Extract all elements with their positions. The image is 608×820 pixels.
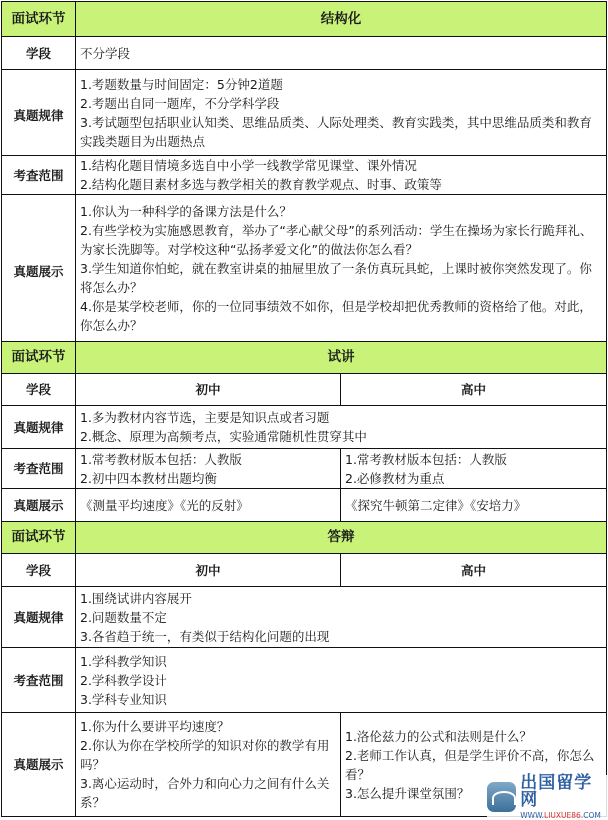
level-row	[2, 554, 607, 587]
pattern-list	[76, 70, 607, 156]
scope-list	[76, 156, 607, 195]
level-row	[2, 37, 607, 70]
list-item: 1.洛伦兹力的公式和法则是什么？	[345, 728, 532, 744]
list-item: 1.常考教材版本包括：人教版	[80, 451, 242, 467]
examples-row	[2, 195, 607, 342]
list-item: 2.有些学校为实施感恩教育，举办了“孝心献父母”的系列活动：学生在操场为家长行跪拜礼、为家长洗脚等。对学校这种“弘扬孝爱文化”的做法你怎么看？	[80, 222, 593, 257]
examples-label: 真题展示	[2, 195, 76, 342]
level-senior: 高中	[341, 374, 607, 406]
list-item: 1.你认为一种科学的备课方法是什么？	[80, 203, 292, 219]
list-item: 1.考题数量与时间固定：5分钟2道题	[80, 76, 283, 92]
list-item: 3.学科专业知识	[80, 691, 167, 707]
scope-label: 考查范围	[2, 449, 76, 489]
list-item: 1.多为教材内容节选，主要是知识点或者习题	[80, 410, 330, 425]
list-item: 1.围绕试讲内容展开	[80, 590, 192, 606]
scope-label: 考查范围	[2, 156, 76, 195]
examples-junior	[76, 713, 341, 817]
pattern-label: 真题规律	[2, 587, 76, 648]
scope-row	[2, 156, 607, 195]
list-item: 4.你是某学校老师，你的一位同事绩效不如你，但是学校却把优秀教师的资格给了他。对此，你怎么办？	[80, 298, 592, 333]
pattern-row	[2, 70, 607, 156]
list-item: 2.你认为你在学校所学的知识对你的教学有用吗？	[80, 738, 330, 772]
scope-list	[76, 648, 607, 713]
scope-label: 考查范围	[2, 648, 76, 713]
section-header-trial-lecture	[2, 342, 607, 374]
section-title: 答辩	[76, 522, 607, 554]
section-title: 结构化	[76, 2, 607, 37]
examples-junior: 《测量平均速度》《光的反射》	[76, 489, 341, 522]
section-header-defense	[2, 522, 607, 554]
list-item: 2.结构化题目素材多选与教学相关的教育教学观点、时事、政策等	[80, 177, 442, 192]
level-value: 不分学段	[76, 37, 607, 70]
examples-label: 真题展示	[2, 489, 76, 522]
list-item: 3.学生知道你怕蛇，就在教室讲桌的抽屉里放了一条仿真玩具蛇，上课时被你突然发现了。你将怎么办？	[80, 260, 592, 295]
scope-senior	[341, 449, 607, 489]
level-label: 学段	[2, 37, 76, 70]
level-senior: 高中	[341, 554, 607, 587]
watermark-name: 出国留学网	[520, 772, 593, 810]
scope-row	[2, 449, 607, 489]
level-row	[2, 374, 607, 406]
level-label: 学段	[2, 374, 76, 406]
globe-logo-icon	[487, 782, 516, 812]
list-item: 1.你为什么要讲平均速度？	[80, 719, 230, 734]
stage-label: 面试环节	[2, 522, 76, 554]
level-label: 学段	[2, 554, 76, 587]
level-junior: 初中	[76, 374, 341, 406]
list-item: 1.结构化题目情境多选自中小学一线教学常见课堂、课外情况	[80, 158, 417, 173]
interview-table	[1, 1, 607, 817]
list-item: 2.必修教材为重点	[345, 470, 445, 486]
pattern-list	[76, 587, 607, 648]
list-item: 3.考试题型包括职业认知类、思维品质类、人际处理类、教育实践类，其中思维品质类和教育实践类题目为出题热点	[80, 114, 592, 149]
list-item: 1.学科教学知识	[80, 653, 167, 669]
section-title: 试讲	[76, 342, 607, 374]
scope-row	[2, 648, 607, 713]
examples-label: 真题展示	[2, 713, 76, 817]
pattern-label: 真题规律	[2, 406, 76, 449]
watermark-url: WWW.LIUXUE86.COM	[520, 810, 601, 820]
stage-label: 面试环节	[2, 342, 76, 374]
list-item: 3.怎么提升课堂氛围？	[345, 785, 470, 801]
stage-label: 面试环节	[2, 2, 76, 37]
list-item: 3.各省趋于统一，有类似于结构化问题的出现	[80, 628, 330, 644]
list-item: 1.常考教材版本包括：人教版	[345, 451, 507, 467]
list-item: 3.离心运动时，合外力和向心力之间有什么关系？	[80, 776, 330, 810]
examples-senior: 《探究牛顿第二定律》《安培力》	[341, 489, 607, 522]
site-watermark	[487, 772, 608, 820]
list-item: 2.学科教学设计	[80, 672, 167, 688]
examples-list	[76, 195, 607, 342]
pattern-list	[76, 406, 607, 449]
examples-row	[2, 489, 607, 522]
pattern-row	[2, 406, 607, 449]
list-item: 2.考题出自同一题库，不分学科学段	[80, 95, 280, 111]
list-item: 2.问题数量不定	[80, 609, 167, 625]
level-junior: 初中	[76, 554, 341, 587]
list-item: 2.老师工作认真，但是学生评价不高，你怎么看？	[345, 747, 595, 782]
list-item: 2.概念、原理为高频考点，实验通常随机性贯穿其中	[80, 429, 367, 444]
pattern-label: 真题规律	[2, 70, 76, 156]
pattern-row	[2, 587, 607, 648]
section-header-structured	[2, 2, 607, 37]
list-item: 2.初中四本教材出题均衡	[80, 470, 217, 486]
scope-junior	[76, 449, 341, 489]
